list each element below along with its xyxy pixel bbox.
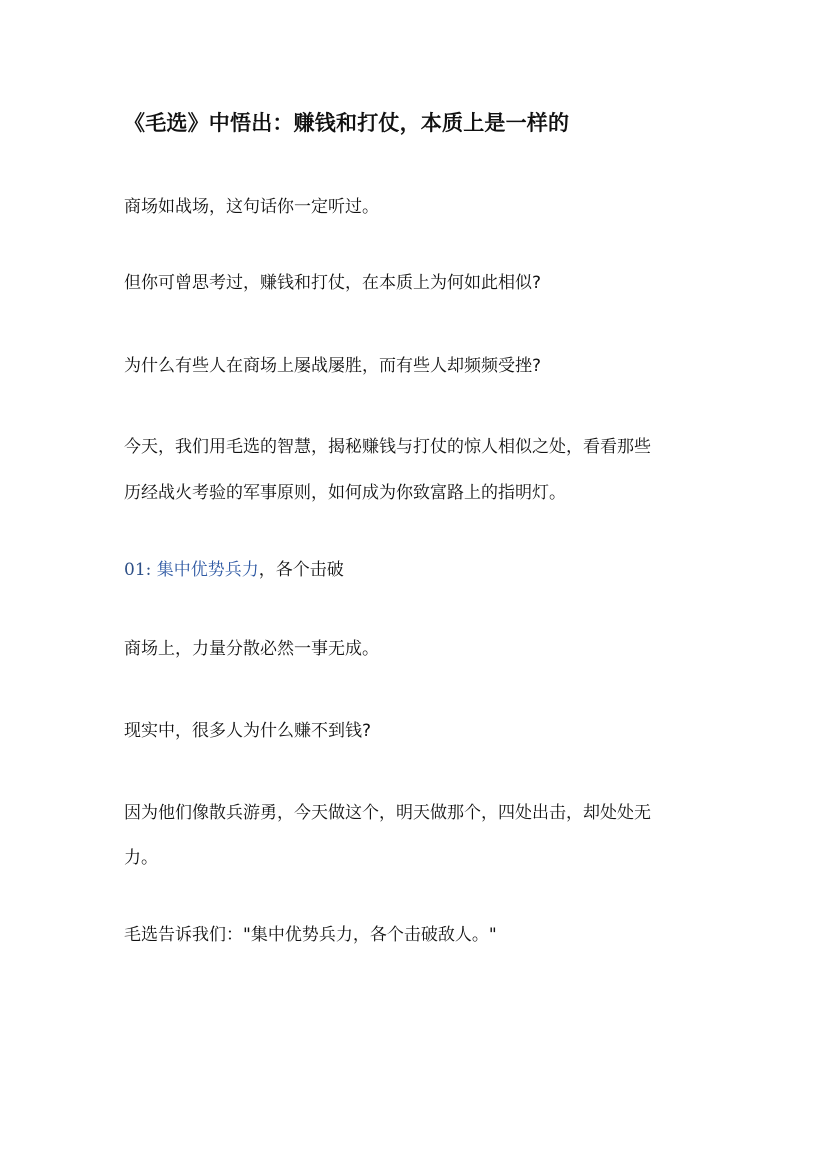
paragraph-question-1: 但你可曾思考过，赚钱和打仗，在本质上为何如此相似? (124, 273, 542, 293)
paragraph-today-line-2: 历经战火考验的军事原则，如何成为你致富路上的指明灯。 (124, 483, 566, 503)
section-heading-rest: ，各个击破 (258, 560, 344, 580)
paragraph-market: 商场上，力量分散必然一事无成。 (124, 639, 379, 659)
paragraph-reality: 现实中，很多人为什么赚不到钱? (124, 721, 372, 741)
section-number: 01: (124, 560, 152, 580)
paragraph-quote: 毛选告诉我们："集中优势兵力，各个击破敌人。" (124, 925, 497, 945)
paragraph-because-line-2: 力。 (124, 848, 158, 868)
article-title: 《毛选》中悟出：赚钱和打仗，本质上是一样的 (124, 111, 570, 135)
paragraph-because-line-1: 因为他们像散兵游勇，今天做这个，明天做那个，四处出击，却处处无 (124, 803, 651, 823)
section-heading-highlight: 集中优势兵力 (156, 560, 259, 580)
paragraph-today-line-1: 今天，我们用毛选的智慧，揭秘赚钱与打仗的惊人相似之处，看看那些 (124, 437, 651, 457)
paragraph-question-2: 为什么有些人在商场上屡战屡胜，而有些人却频频受挫? (124, 356, 542, 376)
section-heading-01 (124, 552, 344, 589)
paragraph-intro: 商场如战场，这句话你一定听过。 (124, 197, 379, 217)
